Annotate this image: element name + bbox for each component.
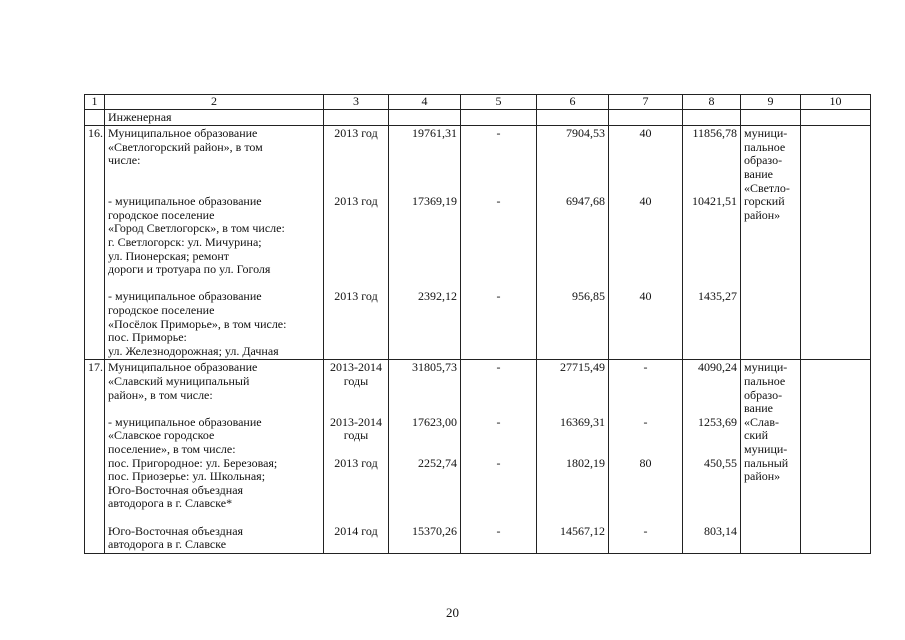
year-value: годы [343, 428, 369, 443]
total-cell [389, 360, 461, 553]
column-number: 4 [389, 95, 461, 110]
column-number-row [85, 95, 871, 110]
description-line: пос. Пригородное: ул. Березовая; [108, 455, 278, 470]
organization-line: пальное [744, 373, 786, 388]
description-cell [105, 126, 324, 360]
column-number: 1 [85, 95, 105, 110]
description-block [108, 416, 320, 457]
organization-line: «Слав- [744, 414, 779, 429]
column-8-block [686, 361, 737, 415]
description-line: Юго-Восточная объездная [108, 523, 244, 538]
description-cell [105, 360, 324, 553]
description-line: поселение», в том числе: [108, 441, 236, 456]
column-6-cell [537, 126, 609, 360]
organization-line: горский [744, 194, 785, 209]
year-cell [324, 360, 389, 553]
column-5-block [464, 525, 533, 552]
description-line: ул. Пионерская; ремонт [108, 248, 230, 263]
column-5-block [464, 457, 533, 525]
total-block [392, 195, 457, 290]
description-line: городское поселение [108, 207, 215, 222]
section-title: Инженерная [105, 109, 324, 126]
total-value: 2252,74 [418, 455, 457, 470]
page-number: 20 [446, 605, 459, 620]
organization-line: «Светло- [744, 180, 790, 195]
column-5-block [464, 127, 533, 195]
column-7-block [612, 195, 679, 290]
description-block [108, 127, 320, 195]
column-7-block [612, 127, 679, 195]
year-value: годы [343, 373, 369, 388]
total-block [392, 525, 457, 552]
column-number: 8 [683, 95, 741, 110]
column-8-block [686, 290, 737, 358]
organization-line: образо- [744, 387, 783, 402]
column-5-cell [461, 126, 537, 360]
description-line: - муниципальное образование [108, 414, 262, 429]
description-line: автодорога в г. Славске* [108, 496, 233, 511]
organization-line: муници- [744, 441, 788, 456]
total-block [392, 127, 457, 195]
year-block [327, 195, 385, 290]
column-5-value: - [496, 455, 501, 470]
column-7-cell [609, 360, 683, 553]
description-line: Муниципальное образование [108, 126, 258, 141]
column-6-block [540, 457, 605, 525]
column-7-block [612, 290, 679, 358]
total-value: 31805,73 [412, 360, 457, 375]
organization-line: вание [744, 166, 774, 181]
organization-cell [741, 360, 801, 553]
year-block [327, 457, 385, 525]
column-5-value: - [496, 289, 501, 304]
organization-line: муници- [744, 360, 788, 375]
description-line: числе: [108, 153, 141, 168]
column-8-value: 4090,24 [698, 360, 737, 375]
total-value: 17369,19 [412, 194, 457, 209]
column-number: 3 [324, 95, 389, 110]
column-7-block [612, 525, 679, 552]
year-value: 2013 год [334, 126, 378, 141]
column-number: 5 [461, 95, 537, 110]
column-7-value: - [643, 523, 648, 538]
total-value: 17623,00 [412, 414, 457, 429]
description-line: Юго-Восточная объездная [108, 482, 244, 497]
column-8-value: 1435,27 [698, 289, 737, 304]
description-line: - муниципальное образование [108, 194, 262, 209]
column-6-value: 14567,12 [560, 523, 605, 538]
column-7-value: 40 [639, 194, 652, 209]
total-cell [389, 126, 461, 360]
description-line: г. Светлогорск: ул. Мичурина; [108, 234, 262, 249]
organization-line: пальное [744, 139, 786, 154]
column-8-block [686, 457, 737, 525]
total-value: 2392,12 [418, 289, 457, 304]
organization-line: вание [744, 401, 774, 416]
column-7-value: 40 [639, 126, 652, 141]
year-value: 2013-2014 [330, 360, 382, 375]
year-block [327, 525, 385, 552]
column-10-cell [801, 360, 871, 553]
total-block [392, 290, 457, 358]
year-value: 2013 год [334, 194, 378, 209]
column-7-block [612, 361, 679, 415]
description-line: район», в том числе: [108, 387, 213, 402]
row-index: 17. [85, 360, 105, 553]
column-6-block [540, 127, 605, 195]
organization-line: пальный [744, 455, 789, 470]
row-index: 16. [85, 126, 105, 360]
column-8-block [686, 195, 737, 290]
year-block [327, 361, 385, 415]
description-line: - муниципальное образование [108, 289, 262, 304]
column-6-value: 16369,31 [560, 414, 605, 429]
total-value: 19761,31 [412, 126, 457, 141]
column-6-value: 1802,19 [566, 455, 605, 470]
column-number: 7 [609, 95, 683, 110]
column-5-value: - [496, 360, 501, 375]
year-value: 2013 год [334, 289, 378, 304]
program-table [84, 94, 871, 554]
column-5-value: - [496, 414, 501, 429]
year-value: 2013 год [334, 455, 378, 470]
column-7-cell [609, 126, 683, 360]
description-line: дороги и тротуара по ул. Гоголя [108, 262, 271, 277]
table-row [85, 360, 871, 553]
description-line: «Город Светлогорск», в том числе: [108, 221, 285, 236]
year-cell [324, 126, 389, 360]
column-6-block [540, 416, 605, 457]
year-value: 2013-2014 [330, 414, 382, 429]
column-7-value: - [643, 414, 648, 429]
column-6-block [540, 195, 605, 290]
column-6-block [540, 290, 605, 358]
column-6-block [540, 361, 605, 415]
column-6-value: 956,85 [572, 289, 605, 304]
year-block [327, 290, 385, 358]
organization-cell [741, 126, 801, 360]
description-line: «Славское городское [108, 428, 215, 443]
year-value: 2014 год [334, 523, 378, 538]
column-7-value: 80 [639, 455, 652, 470]
column-6-block [540, 525, 605, 552]
column-5-value: - [496, 126, 501, 141]
column-number: 10 [801, 95, 871, 110]
column-8-value: 450,55 [704, 455, 737, 470]
description-line: «Посёлок Приморье», в том числе: [108, 316, 287, 331]
column-5-cell [461, 360, 537, 553]
column-8-block [686, 416, 737, 457]
column-8-value: 11856,78 [692, 126, 737, 141]
organization-line: ский [744, 428, 768, 443]
column-8-value: 10421,51 [692, 194, 737, 209]
total-block [392, 457, 457, 525]
column-number: 2 [105, 95, 324, 110]
column-7-value: 40 [639, 289, 652, 304]
organization-line: район» [744, 207, 781, 222]
description-line: городское поселение [108, 302, 215, 317]
column-8-cell [683, 126, 741, 360]
total-block [392, 361, 457, 415]
description-block [108, 290, 320, 358]
column-5-value: - [496, 523, 501, 538]
description-block [108, 361, 320, 415]
column-5-block [464, 416, 533, 457]
column-8-block [686, 525, 737, 552]
column-8-cell [683, 360, 741, 553]
description-line: ул. Железнодорожная; ул. Дачная [108, 343, 279, 358]
description-line: «Светлогорский район», в том [108, 139, 263, 154]
total-value: 15370,26 [412, 523, 457, 538]
column-number: 9 [741, 95, 801, 110]
year-block [327, 127, 385, 195]
organization-line: район» [744, 469, 781, 484]
description-line: пос. Приморье: [108, 330, 187, 345]
description-line: автодорога в г. Славске [108, 537, 227, 552]
column-number: 6 [537, 95, 609, 110]
column-8-block [686, 127, 737, 195]
column-6-cell [537, 360, 609, 553]
description-block [108, 457, 320, 525]
table-row [85, 126, 871, 360]
column-5-block [464, 195, 533, 290]
column-7-block [612, 416, 679, 457]
column-7-block [612, 457, 679, 525]
column-5-block [464, 361, 533, 415]
column-6-value: 27715,49 [560, 360, 605, 375]
description-block [108, 195, 320, 290]
description-line: Муниципальное образование [108, 360, 258, 375]
total-block [392, 416, 457, 457]
column-10-cell [801, 126, 871, 360]
description-block [108, 525, 320, 552]
organization-line: образо- [744, 153, 783, 168]
column-8-value: 1253,69 [698, 414, 737, 429]
column-7-value: - [643, 360, 648, 375]
column-8-value: 803,14 [704, 523, 737, 538]
year-block [327, 416, 385, 457]
column-6-value: 6947,68 [566, 194, 605, 209]
section-row [85, 109, 871, 126]
column-5-value: - [496, 194, 501, 209]
description-line: пос. Приозерье: ул. Школьная; [108, 469, 266, 484]
column-5-block [464, 290, 533, 358]
organization-line: муници- [744, 126, 788, 141]
column-6-value: 7904,53 [566, 126, 605, 141]
description-line: «Славский муниципальный [108, 373, 250, 388]
